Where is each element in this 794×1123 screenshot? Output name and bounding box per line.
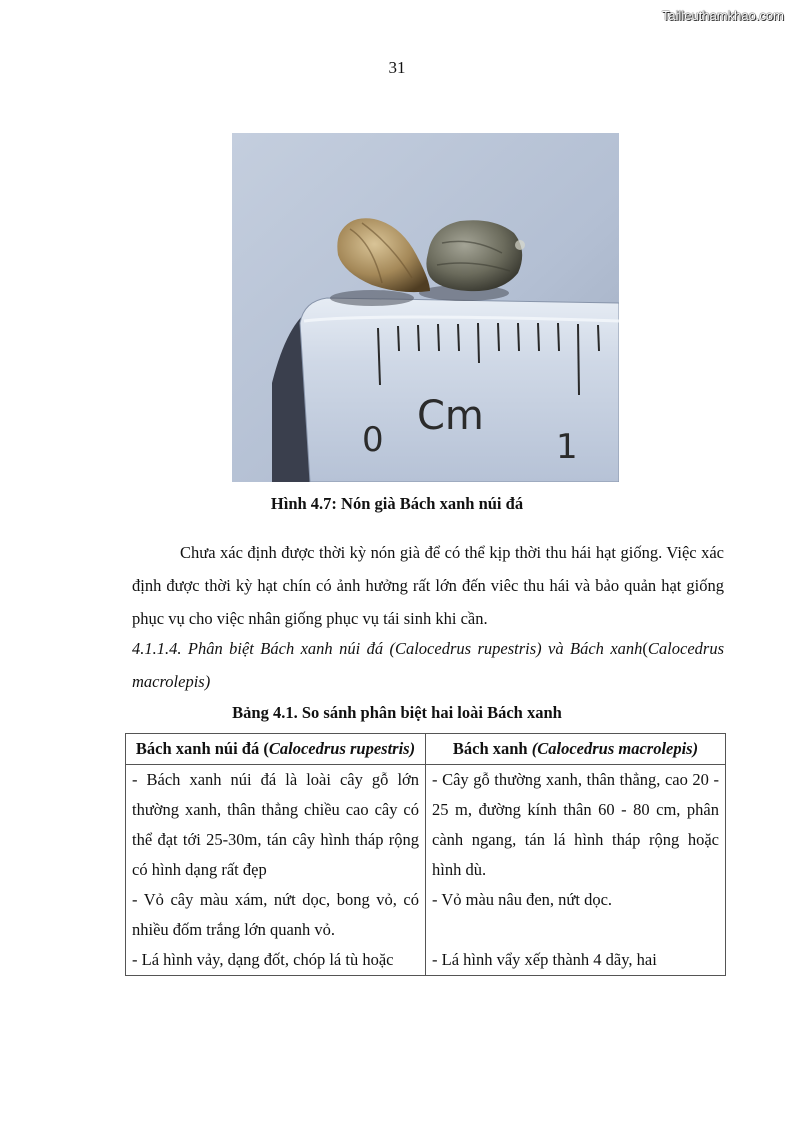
watermark: Tailieuthamkhao.com xyxy=(661,8,784,23)
cell-text: - Vỏ cây màu xám, nứt dọc, bong vỏ, có nhiều đốm trắng lớn quanh vỏ. xyxy=(132,890,419,939)
col1-name: Bách xanh núi đá ( xyxy=(135,739,269,758)
col1-latin: Calocedrus rupestris) xyxy=(268,739,416,758)
ruler-label-zero: 0 xyxy=(362,420,384,460)
table-header-col2 xyxy=(426,734,726,765)
table-cell xyxy=(126,765,426,976)
seed-right xyxy=(426,220,522,291)
section-heading-paren: ( xyxy=(642,639,648,658)
cell-text: - Cây gỗ thường xanh, thân thẳng, cao 20 - 25 m, đường kính thân 60 - 80 cm, phân cành ngang, tán lá hình tháp rộng hoặc hình dù. xyxy=(432,770,719,879)
cell-text: - Lá hình vẩy xếp thành 4 dãy, hai xyxy=(432,950,657,969)
cell-text: - Bách xanh núi đá là loài cây gỗ lớn thường xanh, thân thẳng chiều cao cây có thể đạt tới 25-30m, tán cây hình tháp rộng có hình dạng rất đẹp xyxy=(132,770,419,879)
col2-name: Bách xanh xyxy=(452,739,532,758)
ruler-label-unit: Cm xyxy=(417,393,484,439)
section-heading xyxy=(132,632,724,698)
page-number: 31 xyxy=(388,58,406,77)
col2-latin: (Calocedrus macrolepis) xyxy=(531,739,699,758)
figure-photo xyxy=(232,133,619,482)
table-row xyxy=(126,765,726,976)
table-header-col1 xyxy=(126,734,426,765)
table-header-row xyxy=(126,734,726,765)
cell-text: - Lá hình vảy, dạng đốt, chóp lá tù hoặc xyxy=(132,950,394,969)
cell-text: - Vỏ màu nâu đen, nứt dọc. xyxy=(432,890,613,909)
section-heading-part3: Calocedrus macrolepis) xyxy=(132,639,724,691)
comparison-table xyxy=(125,733,726,976)
body-paragraph: Chưa xác định được thời kỳ nón già để có thể kịp thời thu hái hạt giống. Việc xác định được thời kỳ hạt chín có ảnh hưởng rất lớn đến viêc thu hái và bảo quản hạt giống phục vụ cho việc nhân giống phục vụ tái sinh khi cần. xyxy=(132,543,724,628)
table-title: Bảng 4.1. So sánh phân biệt hai loài Bách xanh xyxy=(232,703,562,722)
table-cell xyxy=(426,765,726,976)
section-heading-part1: 4.1.1.4. Phân biệt Bách xanh núi đá (Calocedrus rupestris) và Bách xanh xyxy=(132,639,643,658)
ruler-label-one: 1 xyxy=(556,427,578,467)
figure-caption: Hình 4.7: Nón già Bách xanh núi đá xyxy=(270,494,524,513)
